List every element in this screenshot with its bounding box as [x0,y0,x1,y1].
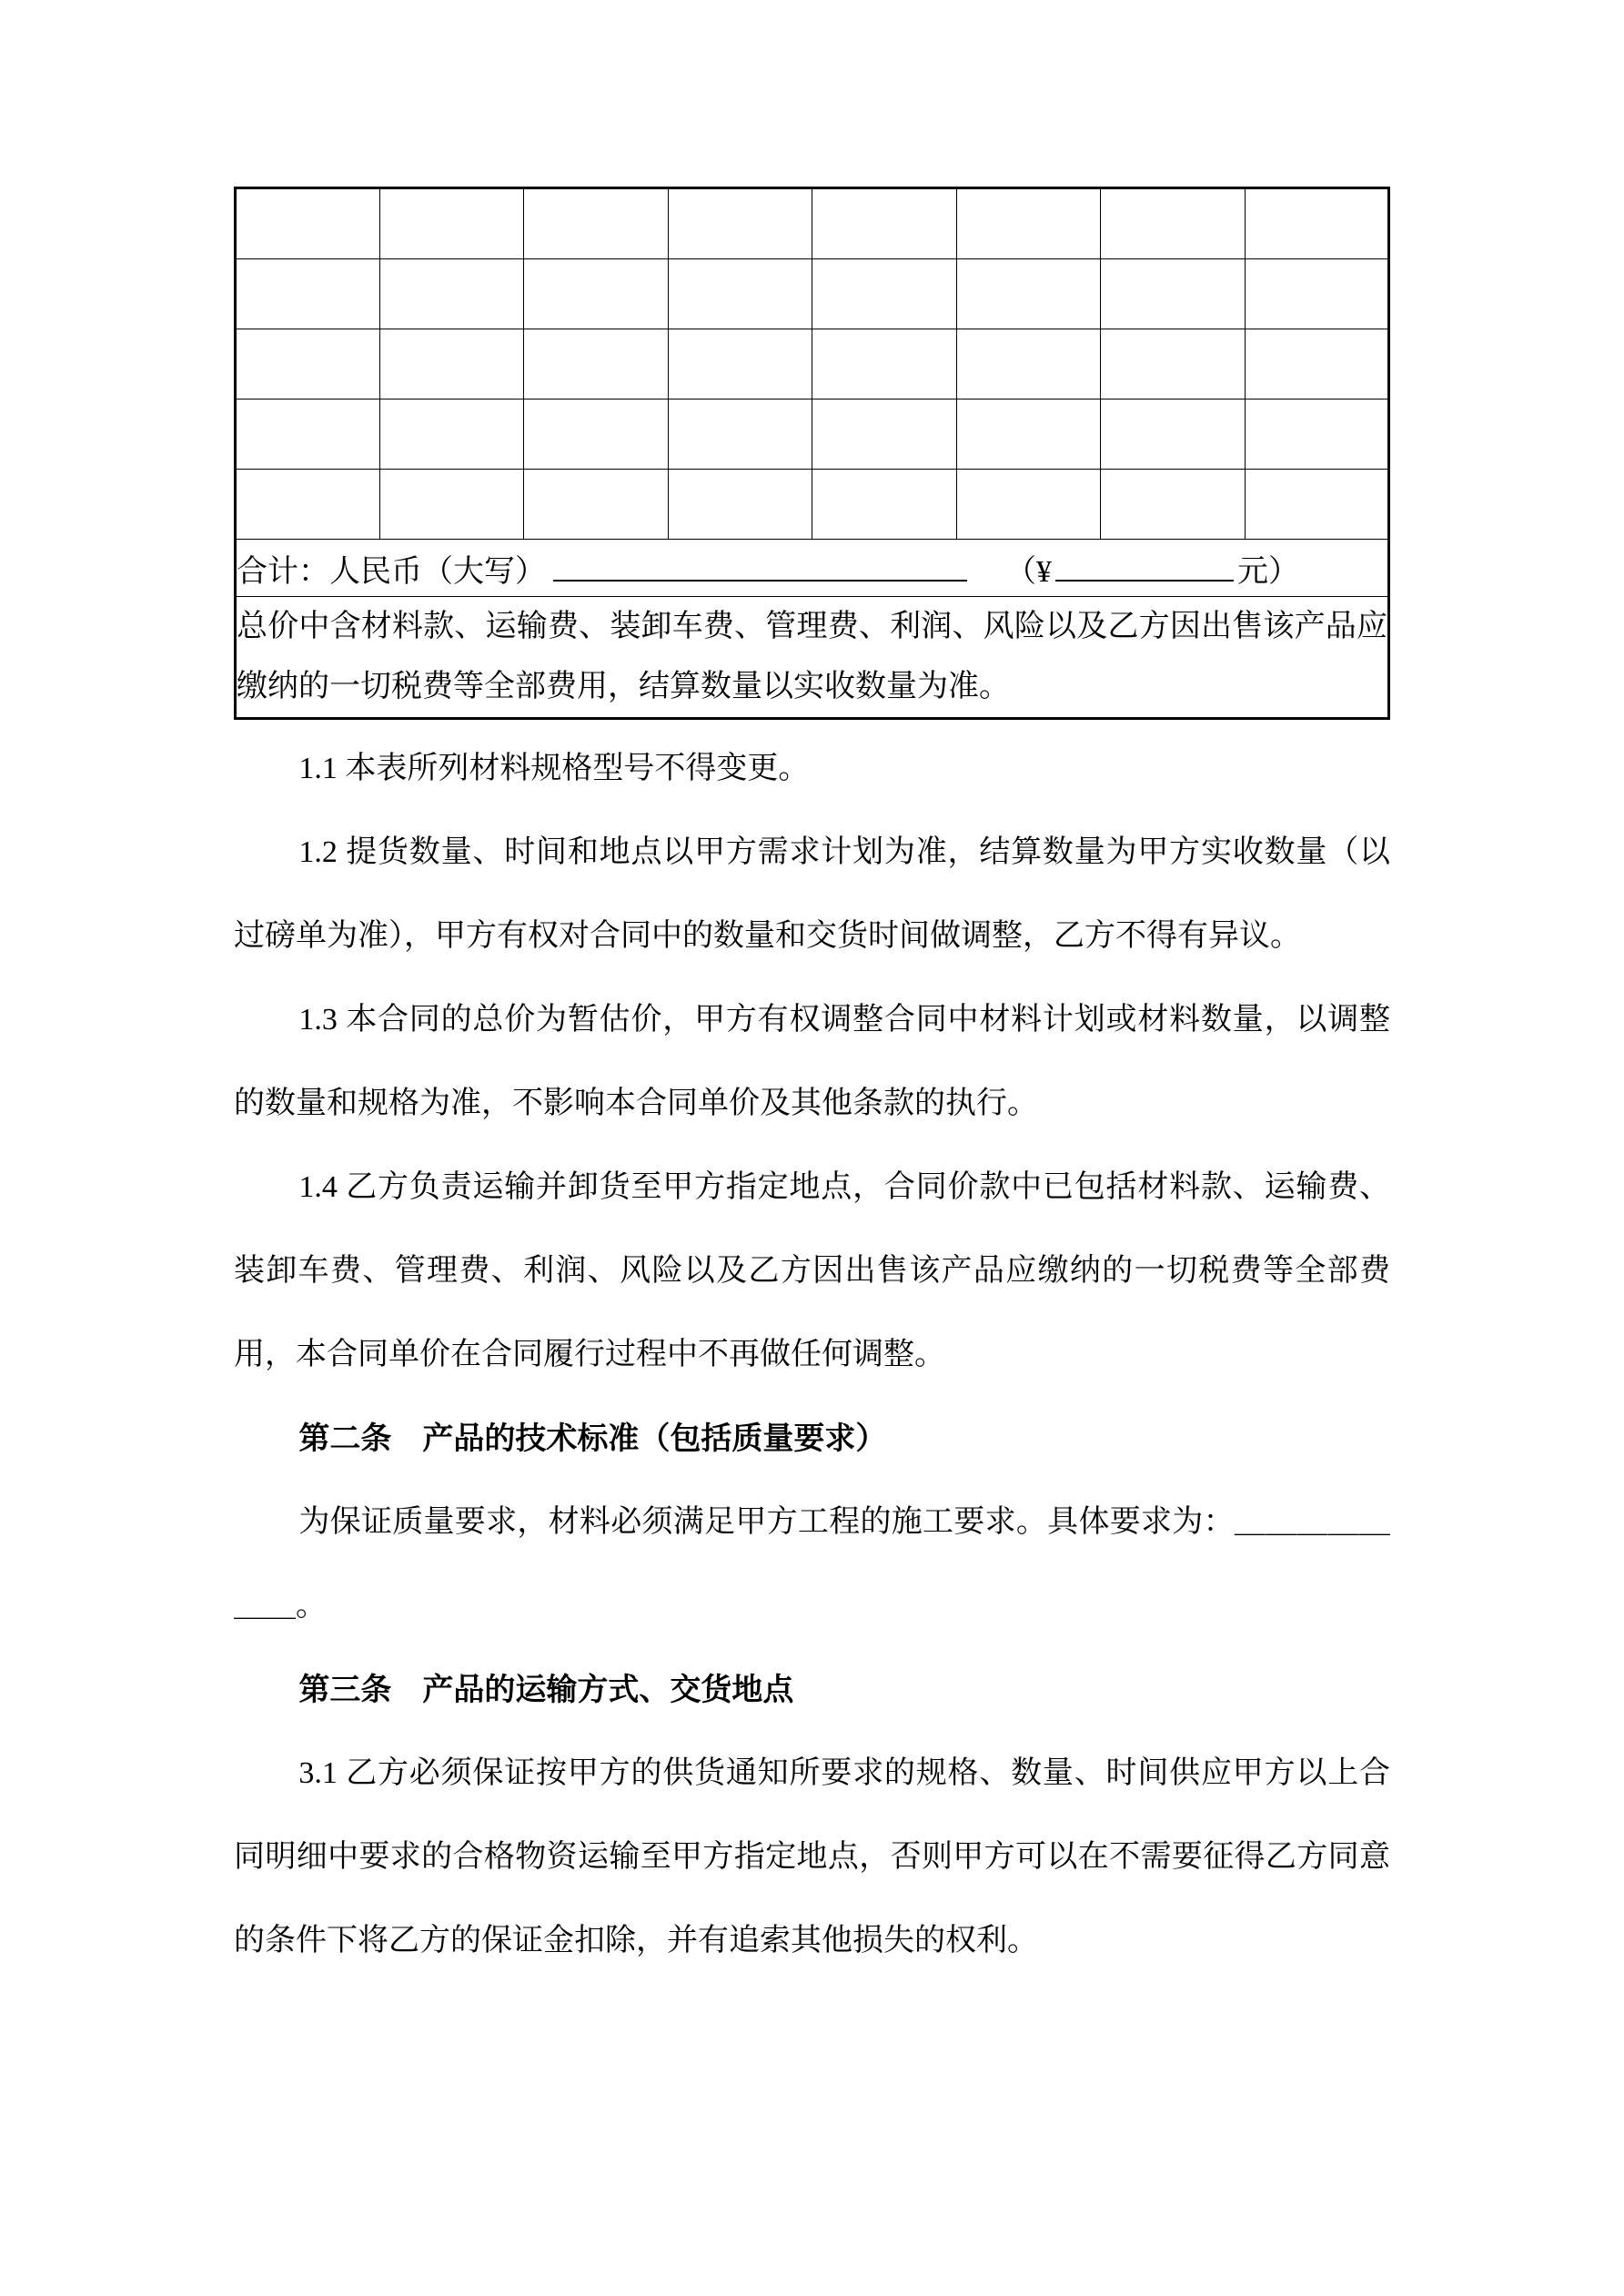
materials-table-cell [379,188,524,259]
materials-table-cell [1245,259,1389,329]
materials-table-cell [236,400,380,470]
materials-table-cell [1101,400,1246,470]
clause-paragraph: 1.4 乙方负责运输并卸货至甲方指定地点，合同价款中已包括材料款、运输费、装卸车费、管理费、利润、风险以及乙方因出售该产品应缴纳的一切税费等全部费用，本合同单价在合同履行过程中不再做任何调整。 [234,1170,1390,1371]
materials-table-cell [956,470,1101,540]
materials-table-cell [236,470,380,540]
materials-table-cell [524,259,669,329]
materials-table-cell [236,188,380,259]
materials-table-cell [1245,400,1389,470]
materials-table-cell [379,329,524,400]
materials-table-cell [1101,470,1246,540]
materials-table-cell [812,470,957,540]
materials-table-cell [1245,470,1389,540]
materials-table-row [236,329,1389,400]
clause-paragraph: 为保证质量要求，材料必须满足甲方工程的施工要求。具体要求为：＿＿＿＿＿＿＿。 [234,1505,1390,1623]
materials-table-cell [236,259,380,329]
clause-paragraph: 3.1 乙方必须保证按甲方的供货通知所要求的规格、数量、时间供应甲方以上合同明细中要求的合格物资运输至甲方指定地点，否则甲方可以在不需要征得乙方同意的条件下将乙方的保证金扣除，并有追索其他损失的权利。 [234,1756,1390,1957]
clause-paragraph: 1.1 本表所列材料规格型号不得变更。 [298,752,810,785]
materials-table-cell [956,400,1101,470]
materials-table-cell [1245,329,1389,400]
materials-table-cell [956,188,1101,259]
materials-table-cell [1101,188,1246,259]
clause-paragraph: 1.2 提货数量、时间和地点以甲方需求计划为准，结算数量为甲方实收数量（以过磅单为准），甲方有权对合同中的数量和交货时间做调整，乙方不得有异议。 [234,835,1390,953]
materials-table-row [236,259,1389,329]
amount-in-words-blank [553,549,967,582]
note-row [236,597,1389,719]
materials-table-cell [668,259,812,329]
total-cell [236,540,1389,597]
materials-table-cell [668,188,812,259]
materials-table-cell [812,400,957,470]
materials-table-row [236,400,1389,470]
materials-table-cell [524,470,669,540]
materials-table-cell [524,188,669,259]
clause-heading: 第二条 产品的技术标准（包括质量要求） [298,1421,887,1456]
materials-table-cell [668,329,812,400]
materials-table-cell [1245,188,1389,259]
contract-clauses [234,727,1390,1983]
materials-table-cell [236,329,380,400]
materials-table-summary [236,540,1389,719]
total-row [236,540,1389,597]
currency-close-label: 元） [1237,554,1299,589]
materials-table-cell [524,329,669,400]
materials-table-cell [379,470,524,540]
materials-table-cell [812,329,957,400]
materials-table-cell [668,470,812,540]
clause-heading: 第三条 产品的运输方式、交货地点 [298,1673,794,1707]
total-label: 合计：人民币（大写） [237,554,546,589]
materials-table-cell [956,259,1101,329]
materials-table-cell [379,259,524,329]
clause-paragraph: 1.3 本合同的总价为暂估价，甲方有权调整合同中材料计划或材料数量，以调整的数量和规格为准，不影响本合同单价及其他条款的执行。 [234,1003,1390,1120]
materials-table-cell [524,400,669,470]
materials-table-row [236,188,1389,259]
materials-table-grid [236,188,1389,540]
materials-table-cell [1101,259,1246,329]
materials-table [234,187,1390,720]
currency-open-label: （¥ [1005,554,1052,589]
materials-table-cell [379,400,524,470]
materials-table-cell [1101,329,1246,400]
materials-table-row [236,470,1389,540]
amount-in-figures-blank [1055,549,1234,582]
materials-table-cell [956,329,1101,400]
materials-table-cell [812,259,957,329]
price-note: 总价中含材料款、运输费、装卸车费、管理费、利润、风险以及乙方因出售该产品应缴纳的一切税费等全部费用，结算数量以实收数量为准。 [236,597,1389,719]
materials-table-cell [668,400,812,470]
materials-table-cell [812,188,957,259]
